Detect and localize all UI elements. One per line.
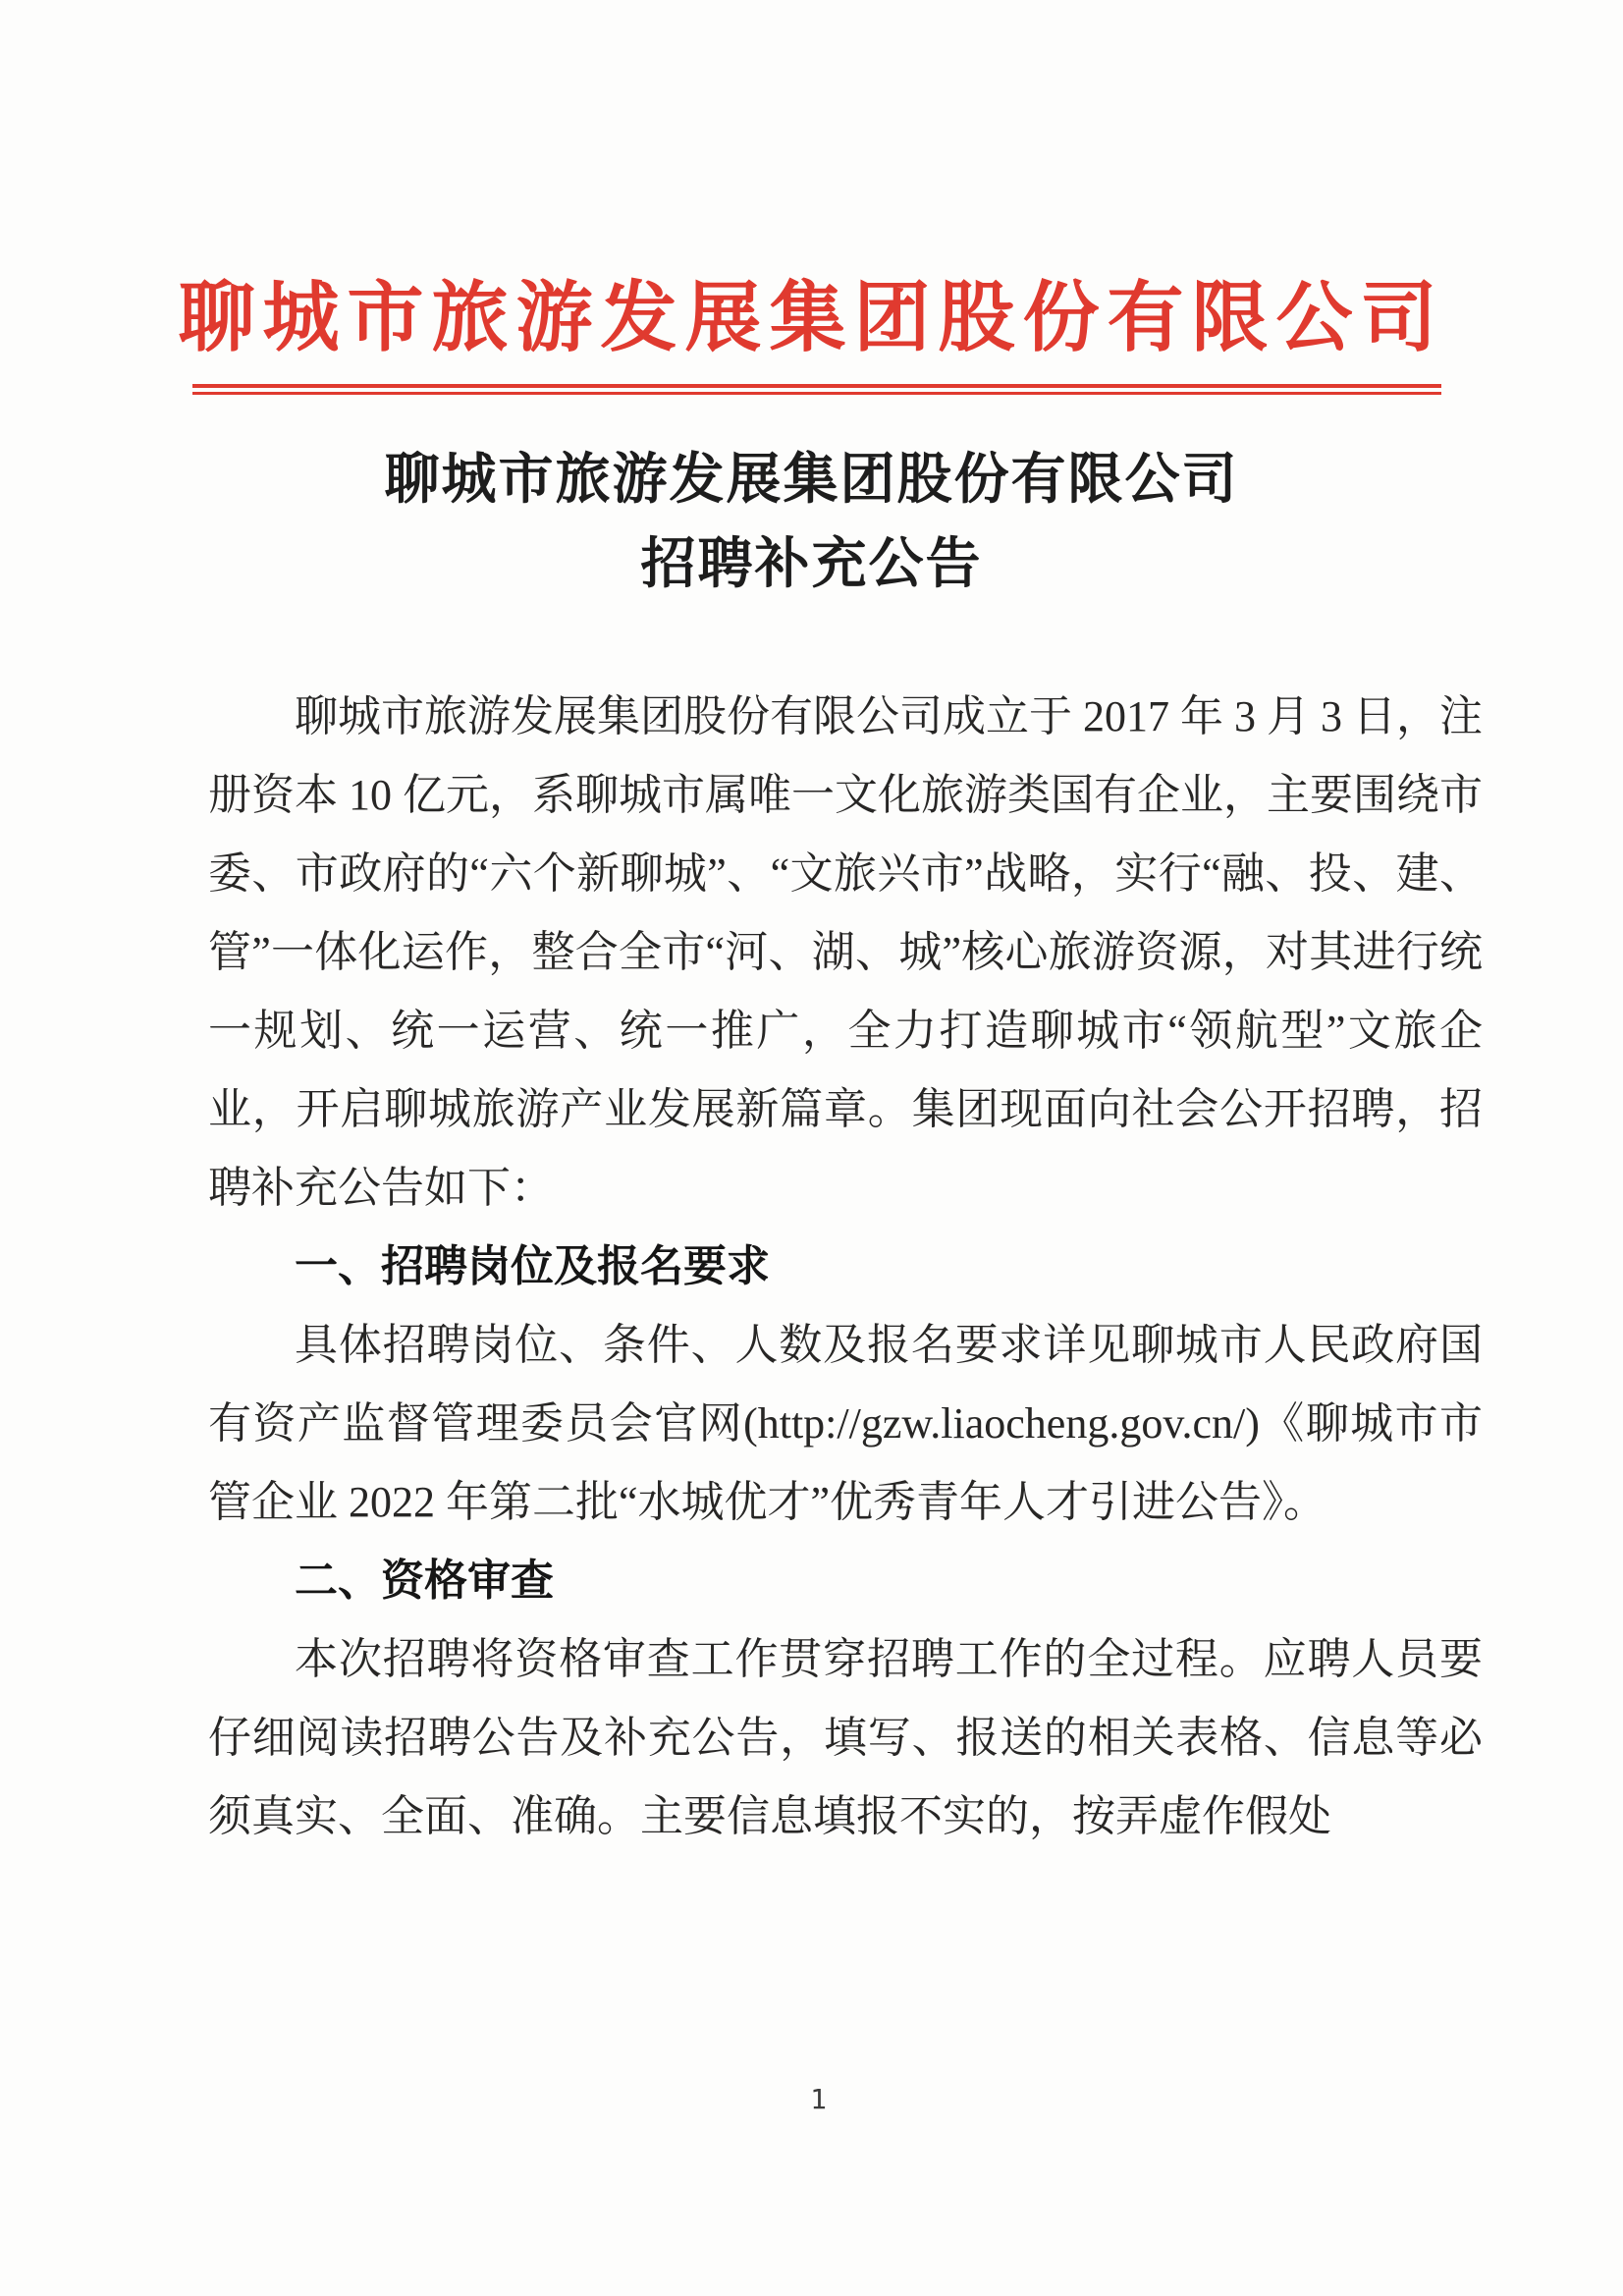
document-title <box>0 438 1623 607</box>
letterhead-company-name: 聊城市旅游发展集团股份有限公司 <box>178 275 1445 360</box>
intro-paragraph: 聊城市旅游发展集团股份有限公司成立于 2017 年 3 月 3 日，注册资本 10 亿元，系聊城市属唯一文化旅游类国有企业，主要围绕市委、市政府的“六个新聊城”、“文旅兴市”战略，实行“融、投、建、管”一体化运作，整合全市“河、湖、城”核心旅游资源，对其进行统一规划、统一运营、统一推广，全力打造聊城市“领航型”文旅企业，开启聊城旅游产业发展新篇章。集团现面向社会公开招聘，招聘补充公告如下： <box>208 692 1483 1212</box>
letterhead-divider <box>192 384 1441 395</box>
section-1-paragraph: 具体招聘岗位、条件、人数及报名要求详见聊城市人民政府国有资产监督管理委员会官网(http://gzw.liaocheng.gov.cn/)《聊城市市管企业 2022 年第二批“水城优才”优秀青年人才引进公告》。 <box>208 1321 1483 1526</box>
document-body <box>208 678 1483 1856</box>
section-2-paragraph: 本次招聘将资格审查工作贯穿招聘工作的全过程。应聘人员要仔细阅读招聘公告及补充公告，填写、报送的相关表格、信息等必须真实、全面、准确。主要信息填报不实的，按弄虚作假处 <box>208 1635 1483 1840</box>
divider-line-top <box>192 384 1441 388</box>
document-title-line2: 招聘补充公告 <box>640 534 983 595</box>
divider-line-bottom <box>192 392 1441 395</box>
document-title-line1: 聊城市旅游发展集团股份有限公司 <box>384 450 1239 511</box>
section-heading-qualification-review: 二、资格审查 <box>295 1557 554 1605</box>
section-heading-recruitment-positions: 一、招聘岗位及报名要求 <box>295 1242 770 1290</box>
page-number: 1 <box>810 2083 827 2115</box>
